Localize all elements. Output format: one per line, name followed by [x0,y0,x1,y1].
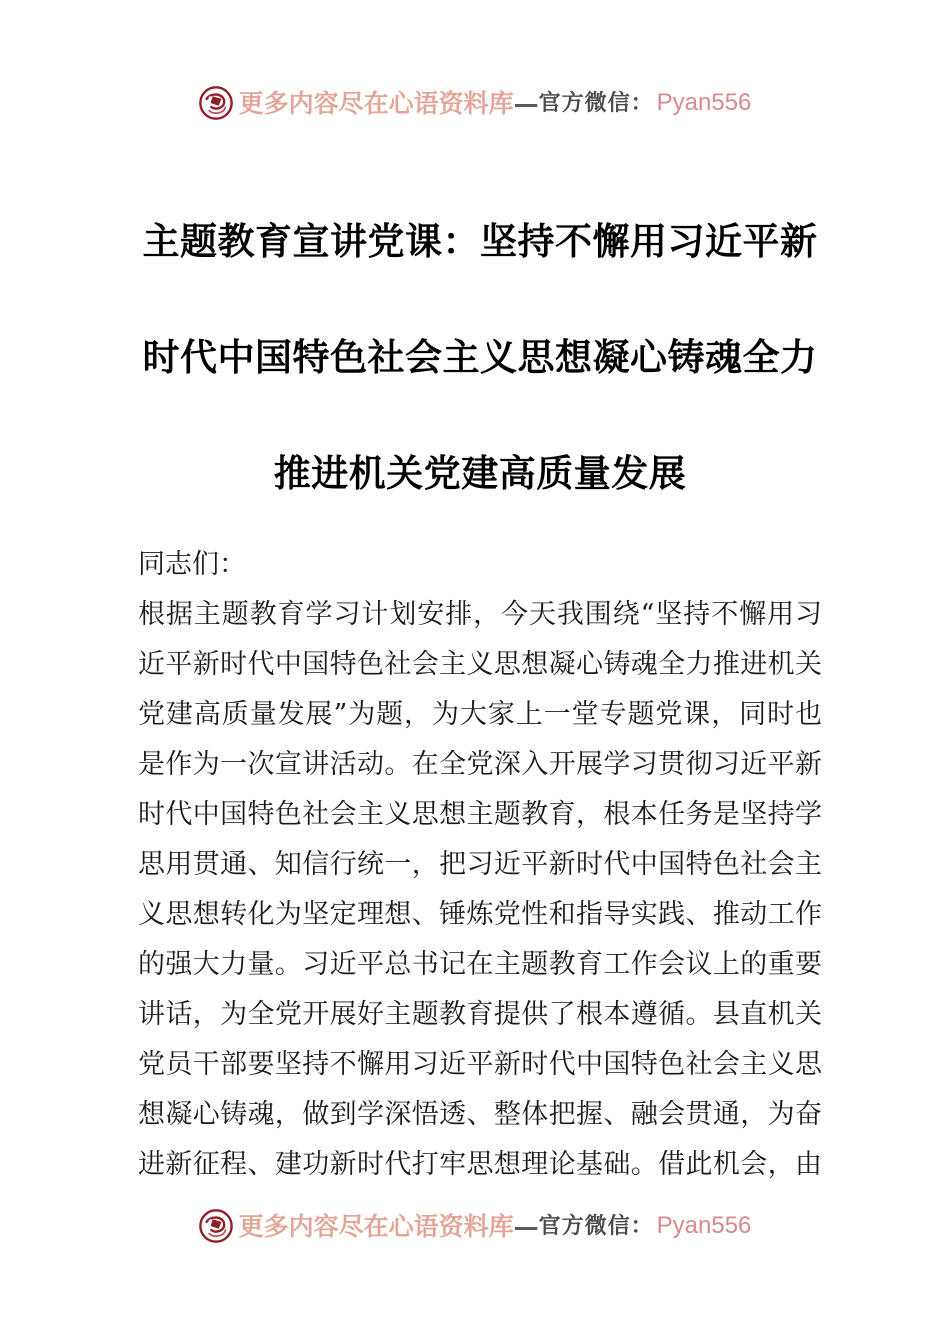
document-body [138,540,822,1190]
body-line: 义思想转化为坚定理想、锤炼党性和指导实践、推动工作 [138,899,822,930]
body-line: 党员干部要坚持不懈用习近平新时代中国特色社会主义思 [138,1049,822,1080]
body-line: 党建高质量发展”为题，为大家上一堂专题党课，同时也 [138,699,822,730]
body-line: 思用贯通、知信行统一，把习近平新时代中国特色社会主 [138,849,822,880]
body-line: 是作为一次宣讲活动。在全党深入开展学习贯彻习近平新 [138,749,822,780]
watermark-footer [0,1209,950,1243]
watermark-wechat-label: 官方微信： [538,90,654,116]
body-line: 想凝心铸魂，做到学深悟透、整体把握、融会贯通，为奋 [138,1099,822,1130]
watermark-header [0,86,950,120]
watermark-text: 更多内容尽在心语资料库 [238,88,514,118]
body-line: 的强大力量。习近平总书记在主题教育工作会议上的重要 [138,949,822,980]
title-line-2: 时代中国特色社会主义思想凝心铸魂全力 [142,334,818,379]
salutation: 同志们： [138,549,246,580]
circular-swirl-logo-icon [199,1209,233,1243]
body-line: 时代中国特色社会主义思想主题教育，根本任务是坚持学 [138,799,822,830]
title-line-1: 主题教育宣讲党课：坚持不懈用习近平新 [142,218,818,263]
body-line: 近平新时代中国特色社会主义思想凝心铸魂全力推进机关 [138,649,822,680]
watermark-wechat-handle: Pyan556 [656,1212,752,1239]
watermark-dash: — [513,1211,539,1241]
body-line: 进新征程、建功新时代打牢思想理论基础。借此机会，由 [138,1149,822,1180]
watermark-text: 更多内容尽在心语资料库 [238,1211,514,1241]
body-line: 讲话，为全党开展好主题教育提供了根本遵循。县直机关 [138,999,822,1030]
circular-swirl-logo-icon [199,86,233,120]
title-line-3: 推进机关党建高质量发展 [273,450,687,495]
watermark-wechat-label: 官方微信： [538,1213,654,1239]
body-line: 根据主题教育学习计划安排，今天我围绕“坚持不懈用习 [138,599,822,630]
document-title [138,183,822,531]
watermark-dash: — [513,88,539,118]
watermark-wechat-handle: Pyan556 [656,89,752,116]
